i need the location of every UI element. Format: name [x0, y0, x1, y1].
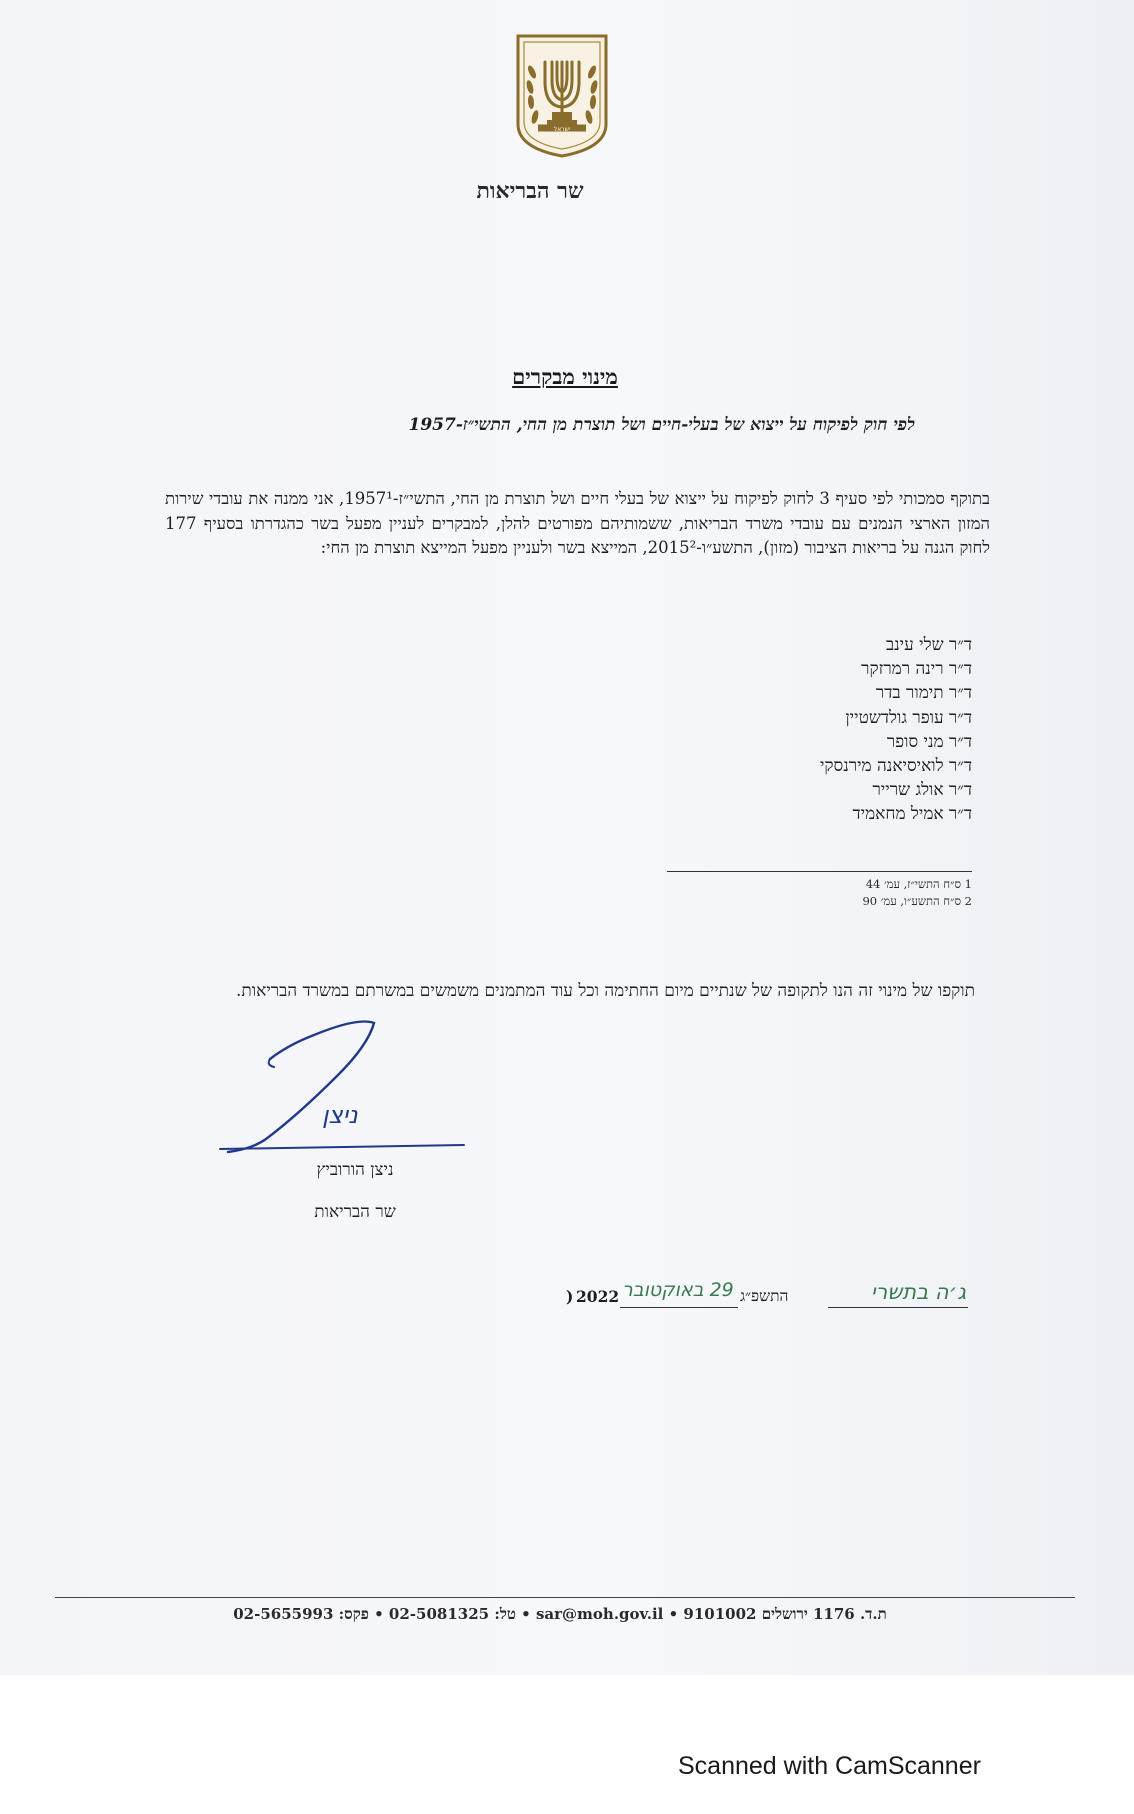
inspector-name: ד״ר לואיסיאנה מירנסקי — [819, 756, 972, 777]
date-hebrew-year: התשפ״ג — [740, 1287, 789, 1305]
inspector-name: ד״ר תימור בדר — [875, 683, 972, 704]
date-gregorian-underline — [620, 1307, 738, 1308]
emblem-motto: ישראל — [553, 126, 571, 133]
inspector-name: ד״ר אמיל מחאמיד — [852, 804, 972, 825]
footnote-2: 2 ס״ח התשע״ו, עמ׳ 90 — [862, 894, 972, 908]
footnotes — [667, 876, 972, 910]
appointment-paragraph: בתוקף סמכותי לפי סעיף 3 לחוק לפיקוח על ייצוא של בעלי חיים ושל תוצרת מן החי, התשי״ז-1957¹, אני ממנה את עובדי שירות המזון הארצי הנמנים עם עובדי משרד הבריאות, ששמותיהם מפורטים להלן, למבקרים לעניין מפעל בשר כהגדרתו בסעיף 177 לחוק הגנה על בריאות הציבור (מזון), התשע״ו-2015², המייצא בשר ולעניין מפעל המייצא תוצרת מן החי: — [165, 489, 990, 557]
date-gregorian-handwritten: 29 באוקטובר — [622, 1279, 734, 1301]
inspectors-list — [700, 633, 972, 827]
scanner-watermark: Scanned with CamScanner — [678, 1752, 981, 1780]
footnote-divider — [667, 871, 972, 872]
signer-title: שר הבריאות — [314, 1202, 396, 1222]
footnote-1: 1 ס״ח התשי״ז, עמ׳ 44 — [865, 877, 972, 891]
date-hebrew-underline — [828, 1307, 968, 1308]
state-emblem-icon — [512, 32, 612, 160]
signer-name: ניצן הורוביץ — [316, 1160, 394, 1180]
inspector-name: ד״ר שלי עינב — [885, 635, 972, 655]
inspector-name: ד״ר אולג שרייר — [872, 780, 972, 801]
date-hebrew-handwritten: ג׳ה בתשרי — [870, 1280, 966, 1304]
ministry-header: שר הבריאות — [476, 178, 584, 204]
validity-paragraph: תוקפו של מינוי זה הנו לתקופה של שנתיים מיום החתימה וכל עוד המתמנים משמשים במשרתם במשרד הבריאות. — [236, 981, 975, 1001]
footer-divider — [55, 1597, 1075, 1598]
inspector-name: ד״ר רינה רמרזקר — [861, 659, 972, 680]
signature-initials: ניצן — [322, 1101, 358, 1129]
footer-contact: ת.ד. 1176 ירושלים 9101002 • sar@moh.gov.il • טל: 02-5081325 • פקס: 02-5655993 — [233, 1605, 887, 1623]
document-title: מינוי מבקרים — [512, 364, 618, 389]
handwritten-signature — [218, 1015, 478, 1155]
inspector-name: ד״ר מני סופר — [886, 731, 972, 752]
document-subtitle: לפי חוק לפיקוח על ייצוא של בעלי-חיים ושל תוצרת מן החי, התשי״ז-1957 — [408, 415, 915, 435]
inspector-name: ד״ר עופר גולדשטיין — [845, 707, 972, 728]
date-year: 2022 — [576, 1287, 620, 1306]
date-parenthesis: ) — [566, 1287, 574, 1306]
